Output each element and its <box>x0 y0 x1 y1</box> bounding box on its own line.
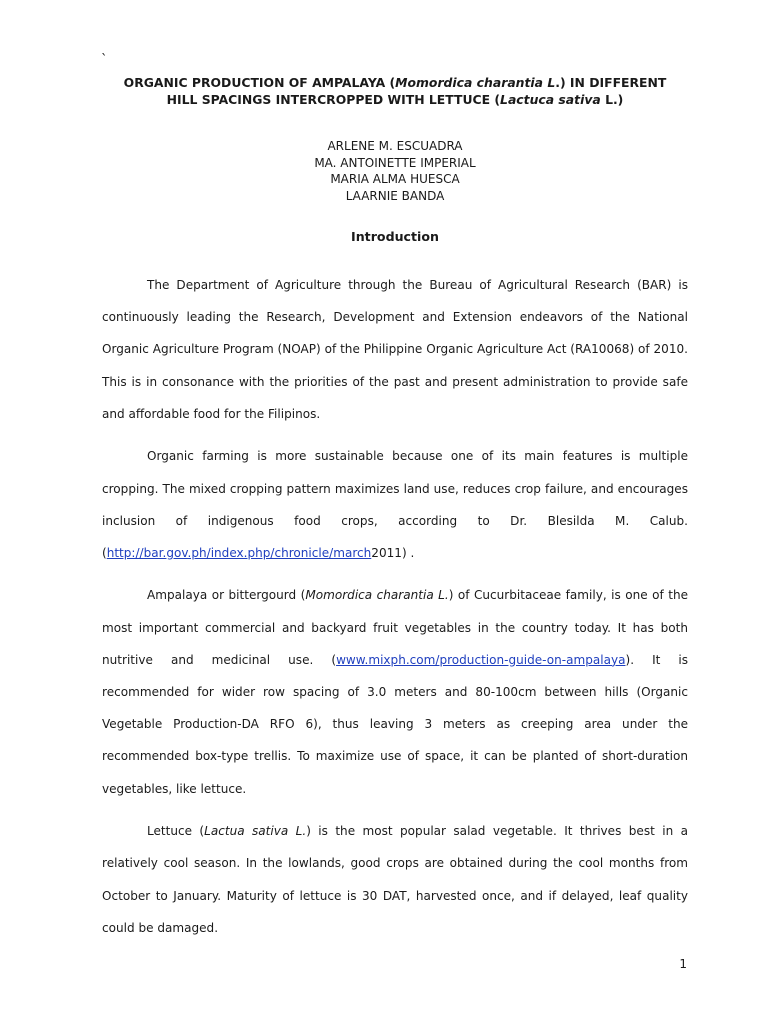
scientific-name: Momordica charantia L. <box>305 588 449 603</box>
paragraph-2 <box>102 440 688 569</box>
paper-title <box>102 74 688 108</box>
paragraph-text: Lettuce ( <box>147 824 205 839</box>
author-name: ARLENE M. ESCUADRA <box>327 139 463 153</box>
paragraph-1: The Department of Agriculture through the Bureau of Agricultural Research (BAR) is continuously leading the Research, Development and Extension endeavors of the National Organic Agriculture Program (NOAP) of the Philippine Organic Agriculture Act (RA10068) of 2010. This is in consonance with the priorities of the past and present administration to provide safe and affordable food for the Filipinos. <box>102 278 688 421</box>
title-line-1 <box>102 74 688 91</box>
title-text: ORGANIC PRODUCTION OF AMPALAYA ( <box>123 75 396 90</box>
page-number: 1 <box>679 957 687 971</box>
scientific-name: Lactua sativa L. <box>204 824 307 839</box>
paragraph-text: Ampalaya or bittergourd ( <box>147 588 306 603</box>
section-heading: Introduction <box>351 229 439 244</box>
title-line-2 <box>102 91 688 108</box>
author-list <box>102 138 688 204</box>
paragraph-text: ). It is recommended for wider row spacing of 3.0 meters and 80-100cm between hills (Organic Vegetable Production-DA RFO 6), thus leaving 3 meters as creeping area under the recommended box-type trellis. To maximize use of space, it can be planted of short-duration vegetables, like lettuce. <box>102 652 689 796</box>
body-text <box>102 269 688 954</box>
title-scientific-name: Lactuca sativa <box>500 92 601 107</box>
stray-mark: ` <box>101 53 108 68</box>
paragraph-text: 2011) . <box>371 545 415 560</box>
paragraph-text: ) of Cucurbitaceae family, is one of the most important commercial and backyard fruit vegetables in the country today. It has both nutritive and medicinal use. ( <box>102 588 688 667</box>
reference-link[interactable]: www.mixph.com/production-guide-on-ampalaya <box>336 652 626 667</box>
paragraph-3 <box>102 579 688 804</box>
paragraph-text: Organic farming is more sustainable because one of its main features is multiple cropping. The mixed cropping pattern maximizes land use, reduces crop failure, and encourages inclusion of indigenous food crops, according to Dr. Blesilda M. Calub. ( <box>102 449 688 560</box>
title-text: L.) <box>600 92 624 107</box>
author-name: MARIA ALMA HUESCA <box>330 172 460 186</box>
author-name: LAARNIE BANDA <box>345 188 445 203</box>
author-name: MA. ANTOINETTE IMPERIAL <box>314 155 476 170</box>
title-scientific-name: Momordica charantia L <box>395 75 556 90</box>
title-text: HILL SPACINGS INTERCROPPED WITH LETTUCE ( <box>166 92 501 107</box>
paragraph-text: ) is the most popular salad vegetable. It thrives best in a relatively cool season. In the lowlands, good crops are obtained during the cool months from October to January. Maturity of lettuce is 30 DAT, harvested once, and if delayed, leaf quality could be damaged. <box>102 824 688 935</box>
paragraph-4 <box>102 815 688 944</box>
reference-link[interactable]: http://bar.gov.ph/index.php/chronicle/march <box>106 545 372 560</box>
title-text: .) IN DIFFERENT <box>555 75 667 90</box>
